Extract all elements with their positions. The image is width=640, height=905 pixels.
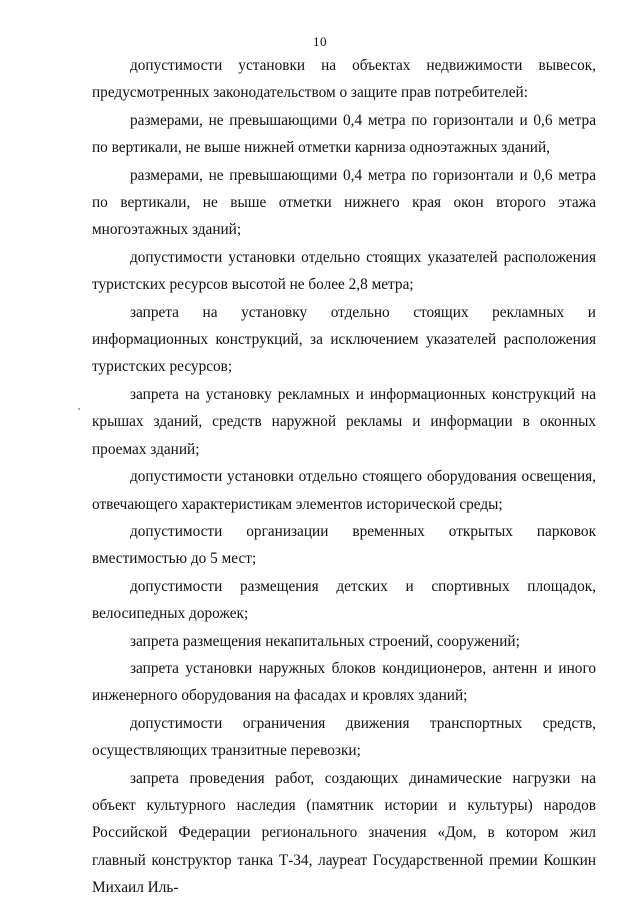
paragraph-rooftop-ban: запрета на установку рекламных и информационных конструкций на крышах зданий, средств наружной рекламы и информации в оконных проемах зданий;: [92, 385, 596, 458]
paragraph-signage-permissibility: допустимости установки на объектах недвижимости вывесок, предусмотренных законодательством о защите прав потребителей:: [92, 57, 596, 102]
body-text: [92, 52, 596, 902]
paragraph-equipment-ban: запрета установки наружных блоков кондиционеров, антенн и иного инженерного оборудования на фасадах и кровлях зданий;: [92, 659, 596, 705]
scan-mark: [78, 408, 80, 410]
paragraph-size-multi-storey: размерами, не превышающими 0,4 метра по горизонтали и 0,6 метра по вертикали, не выше отметки нижнего края окон второго этажа многоэтажных зданий;: [92, 166, 596, 239]
paragraph-temporary-structures-ban: запрета размещения некапитальных строений, сооружений;: [130, 632, 520, 650]
paragraph-lighting: допустимости установки отдельно стоящего оборудования освещения, отвечающего характеристикам элементов исторической среды;: [92, 468, 596, 513]
paragraph-size-single-storey: размерами, не превышающими 0,4 метра по горизонтали и 0,6 метра по вертикали, не выше нижней отметки карниза одноэтажных зданий,: [92, 111, 596, 157]
paragraph-dynamic-loads-ban: запрета проведения работ, создающих динамические нагрузки на объект культурного наследия (памятник истории и культуры) народов Российской Федерации регионального значения «Дом, в котором жил главный конструктор танка Т-34, лауреат Государственной премии Кошкин Михаил Иль-: [92, 769, 596, 897]
paragraph-traffic-restriction: допустимости ограничения движения транспортных средств, осуществляющих транзитные перевозки;: [92, 714, 596, 760]
paragraph-tourist-signs: допустимости установки отдельно стоящих указателей расположения туристских ресурсов высотой не более 2,8 метра;: [92, 248, 596, 294]
paragraph-freestanding-ban: запрета на установку отдельно стоящих рекламных и информационных конструкций, за исключением указателей расположения туристских ресурсов;: [92, 303, 596, 376]
paragraph-parking: допустимости организации временных открытых парковок вместимостью до 5 мест;: [92, 522, 596, 568]
paragraph-playgrounds: допустимости размещения детских и спортивных площадок, велосипедных дорожек;: [92, 577, 596, 623]
page-number: 10: [313, 34, 327, 49]
